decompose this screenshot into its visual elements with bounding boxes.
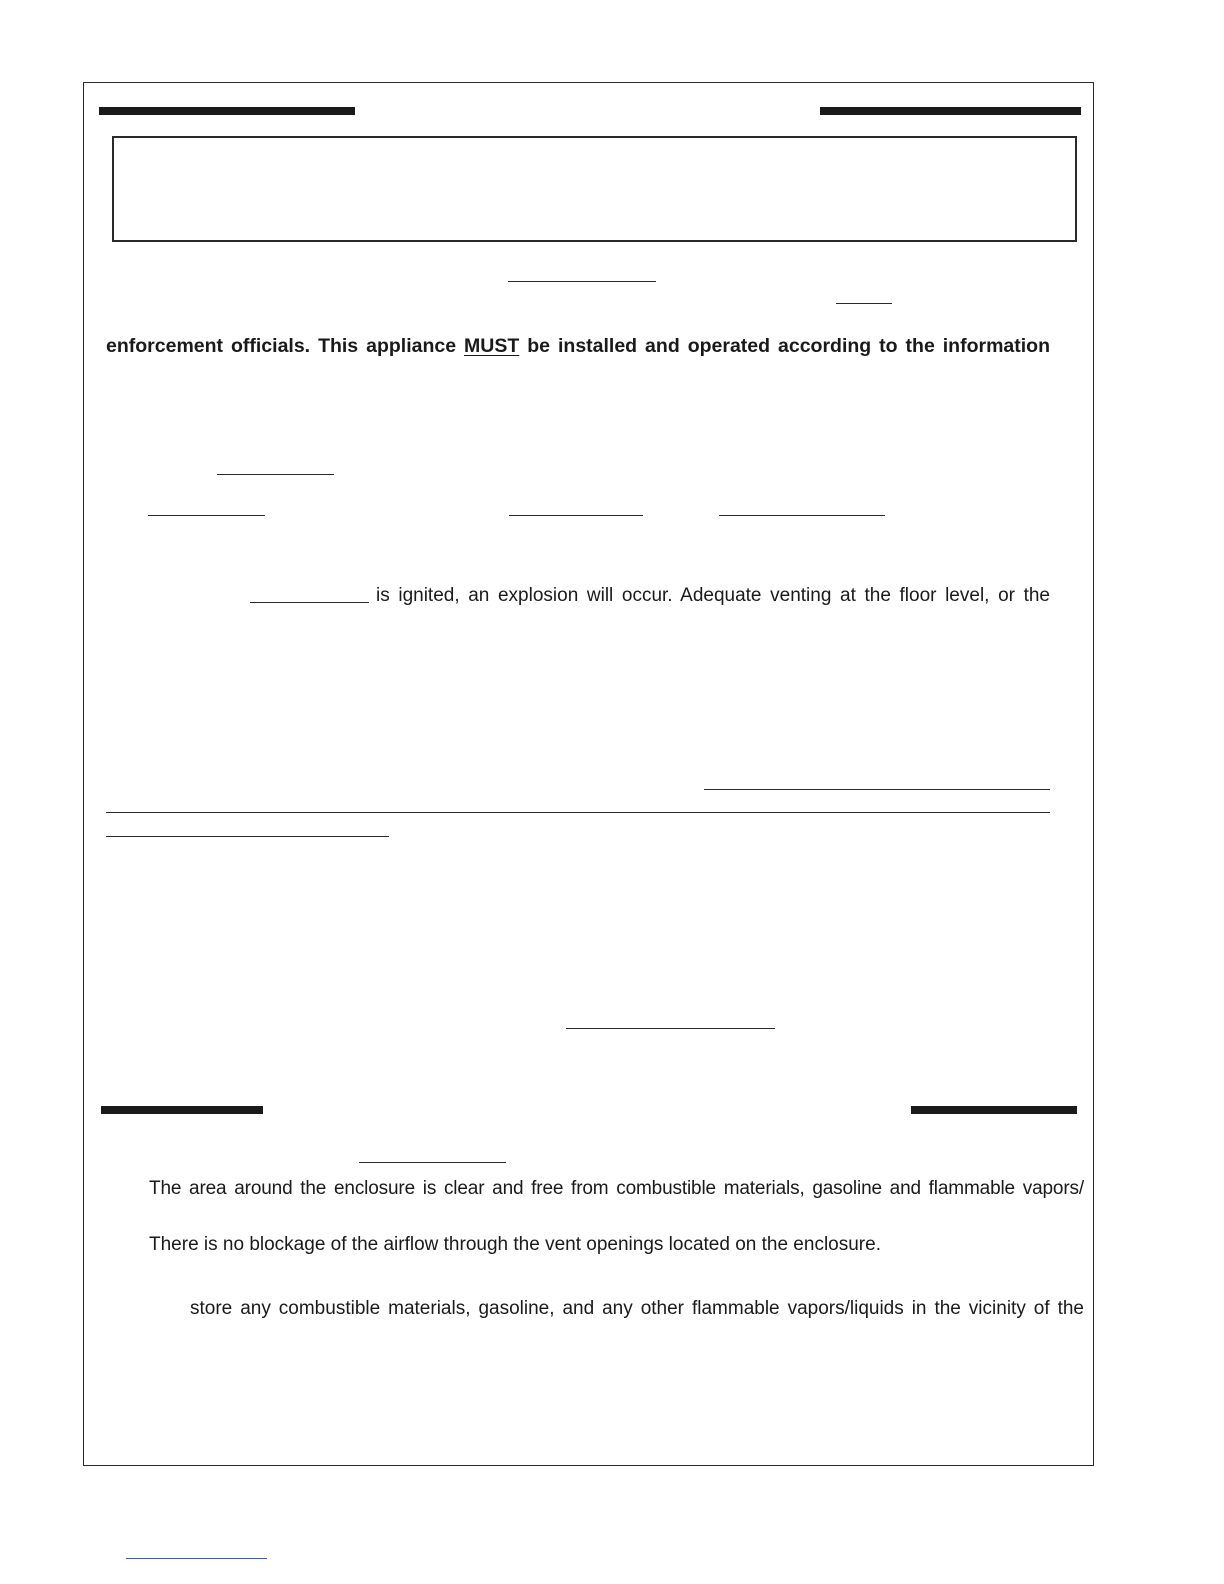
must-emphasis: MUST (464, 335, 520, 357)
underline-rule (566, 1028, 775, 1029)
underline-rule (106, 812, 1050, 813)
explosion-sentence: is ignited, an explosion will occur. Adequate venting at the floor level, or the (376, 585, 1050, 606)
enforcement-sentence-part1: enforcement officials. This appliance (106, 335, 465, 357)
enforcement-sentence-part2: be installed and operated according to the information (519, 335, 1050, 357)
section-header-bar-left (101, 1106, 263, 1114)
underline-rule (106, 836, 389, 837)
underline-rule (509, 515, 643, 516)
notice-box (112, 136, 1077, 242)
checklist-item-clear-area: The area around the enclosure is clear and free from combustible materials, gasoline and flammable vapors/ (149, 1178, 1084, 1199)
section-header-bar-right (820, 107, 1081, 115)
underline-rule (217, 474, 334, 475)
underline-rule (836, 303, 892, 304)
checklist-item-no-blockage: There is no blockage of the airflow through the vent openings located on the enclosure. (149, 1234, 881, 1255)
checklist-item-do-not-store: store any combustible materials, gasoline, and any other flammable vapors/liquids in the vicinity of the (190, 1298, 1084, 1319)
enforcement-sentence (106, 337, 1050, 357)
footer-link-underline[interactable] (126, 1558, 267, 1559)
underline-rule (508, 281, 656, 282)
underline-rule (704, 789, 1050, 790)
section-header-bar-left (99, 107, 355, 115)
underline-rule (250, 602, 369, 603)
underline-rule (359, 1162, 506, 1163)
section-header-bar-right (911, 1106, 1077, 1114)
page-frame (83, 82, 1094, 1466)
underline-rule (719, 515, 885, 516)
underline-rule (148, 515, 265, 516)
